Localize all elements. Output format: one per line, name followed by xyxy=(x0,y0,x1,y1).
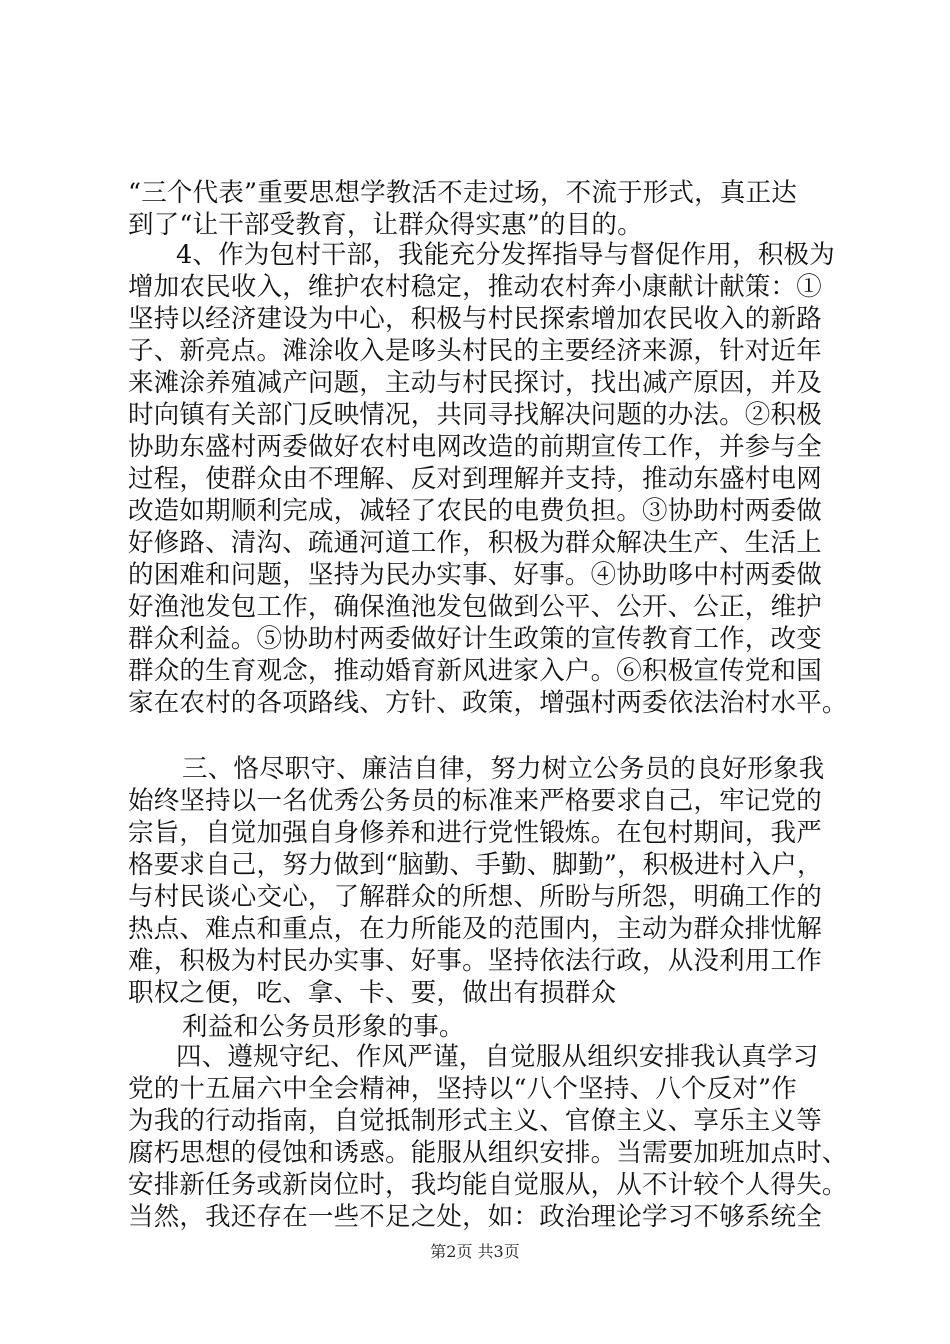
text-line: 的困难和问题，坚持为民办实事、好事。④协助哆中村两委做 xyxy=(128,560,822,590)
text-line: 来滩涂养殖减产问题，主动与村民探讨，找出减产原因，并及 xyxy=(128,368,822,398)
text-line: 4、作为包村干部，我能充分发挥指导与督促作用，积极为 xyxy=(176,240,835,270)
text-line: 党的十五届六中全会精神，坚持以“八个坚持、八个反对”作 xyxy=(128,1074,797,1104)
text-line: 宗旨，自觉加强自身修养和进行党性锻炼。在包村期间，我严 xyxy=(128,818,822,848)
text-line: 过程，使群众由不理解、反对到理解并支持，推动东盛村电网 xyxy=(128,464,822,494)
text-line: 群众利益。⑤协助村两委做好计生政策的宣传教育工作，改变 xyxy=(128,624,822,654)
text-line: 当然，我还存在一些不足之处，如：政治理论学习不够系统全 xyxy=(128,1202,822,1232)
text-line: 到了“让干部受教育，让群众得实惠”的目的。 xyxy=(128,210,643,240)
text-line: 家在农村的各项路线、方针、政策，增强村两委依法治村水平。 xyxy=(128,688,848,718)
text-line: 为我的行动指南，自觉抵制形式主义、官僚主义、享乐主义等 xyxy=(128,1106,822,1136)
text-line: 热点、难点和重点，在力所能及的范围内，主动为群众排忧解 xyxy=(128,914,822,944)
text-line: 腐朽思想的侵蚀和诱惑。能服从组织安排。当需要加班加点时、 xyxy=(128,1138,848,1168)
text-line: 安排新任务或新岗位时，我均能自觉服从，从不计较个人得失。 xyxy=(128,1170,848,1200)
text-line: “三个代表”重要思想学教活不走过场，不流于形式，真正达 xyxy=(128,178,797,208)
text-line: 与村民谈心交心，了解群众的所想、所盼与所怨，明确工作的 xyxy=(128,882,822,912)
text-line: 坚持以经济建设为中心，积极与村民探索增加农民收入的新路 xyxy=(128,304,822,334)
text-line: 群众的生育观念，推动婚育新风进家入户。⑥积极宣传党和国 xyxy=(128,656,822,686)
text-line: 时向镇有关部门反映情况，共同寻找解决问题的办法。②积极 xyxy=(128,400,822,430)
section-heading-line: 三、恪尽职守、廉洁自律，努力树立公务员的良好形象我 xyxy=(182,754,825,784)
text-line: 增加农民收入，维护农村稳定，推动农村奔小康献计献策：① xyxy=(128,272,822,302)
text-line: 好修路、清沟、疏通河道工作，积极为群众解决生产、生活上 xyxy=(128,528,822,558)
text-line: 格要求自己，努力做到“脑勤、手勤、脚勤”，积极进村入户， xyxy=(128,850,823,880)
text-line: 始终坚持以一名优秀公务员的标准来严格要求自己，牢记党的 xyxy=(128,786,822,816)
text-line: 改造如期顺利完成，减轻了农民的电费负担。③协助村两委做 xyxy=(128,496,822,526)
text-line: 难，积极为村民办实事、好事。坚持依法行政，从没利用工作 xyxy=(128,946,822,976)
text-line: 利益和公务员形象的事。 xyxy=(182,1012,465,1042)
text-line: 协助东盛村两委做好农村电网改造的前期宣传工作，并参与全 xyxy=(128,432,822,462)
page-footer: 第2页 共3页 xyxy=(430,1242,520,1261)
section-heading-line: 四、遵规守纪、作风严谨，自觉服从组织安排我认真学习 xyxy=(176,1042,819,1072)
text-line: 职权之便，吃、拿、卡、要，做出有损群众 xyxy=(128,978,617,1008)
text-line: 子、新亮点。滩涂收入是哆头村民的主要经济来源，针对近年 xyxy=(128,336,822,366)
text-line: 好渔池发包工作，确保渔池发包做到公平、公开、公正，维护 xyxy=(128,592,822,622)
